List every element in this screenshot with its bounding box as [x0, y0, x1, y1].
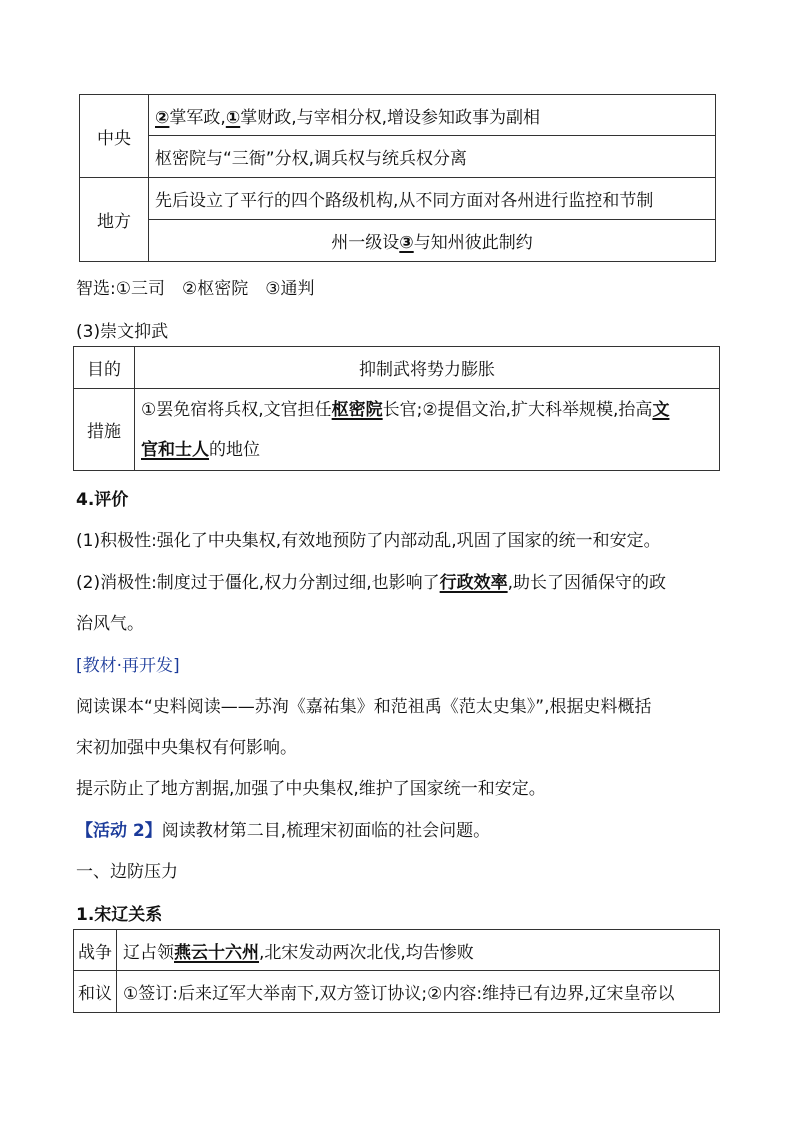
positive-evaluation: (1)积极性:强化了中央集权,有效地预防了内部动乱,巩固了国家的统一和安定。: [76, 531, 661, 551]
row-label-central: 中央: [80, 95, 149, 178]
war-cell: 辽占领燕云十六州,北宋发动两次北伐,均告惨败: [117, 930, 720, 971]
activity-tag: 【活动 2】: [76, 821, 162, 841]
read-prompt-1: 阅读课本“史料阅读——苏洵《嘉祐集》和范祖禹《范太史集》”,根据史料概括: [76, 697, 652, 717]
chongwen-table: [73, 346, 720, 471]
row-label-measures: 措施: [74, 389, 135, 471]
negative-evaluation-cont: 治风气。: [76, 614, 144, 634]
song-liao-table: [73, 929, 720, 1013]
measures-cell: ①罢免宿将兵权,文官担任枢密院长官;②提倡文治,扩大科举规模,抬高文 官和士人的地位: [135, 389, 720, 471]
row-label-peace: 和议: [74, 971, 117, 1013]
activity-2: 【活动 2】阅读教材第二目,梳理宋初面临的社会问题。: [76, 821, 491, 841]
row-label-war: 战争: [74, 930, 117, 971]
negative-evaluation: (2)消极性:制度过于僵化,权力分割过细,也影响了行政效率,助长了因循保守的政: [76, 573, 667, 593]
pingjia-heading: 4.评价: [76, 490, 129, 510]
peace-cell: ①签订:后来辽军大举南下,双方签订协议;②内容:维持已有边界,辽宋皇帝以: [117, 971, 720, 1013]
zhixuan-hint: 智选:①三司 ②枢密院 ③通判: [76, 279, 315, 299]
jiaocai-tag: [教材·再开发]: [76, 656, 180, 676]
song-liao-heading: 1.宋辽关系: [76, 905, 163, 925]
central-cell-2: 枢密院与“三衙”分权,调兵权与统兵权分离: [149, 136, 716, 178]
row-label-purpose: 目的: [74, 347, 135, 389]
section-heading-3: (3)崇文抑武: [76, 322, 169, 342]
central-cell-1: ②掌军政,①掌财政,与宰相分权,增设参知政事为副相: [149, 95, 716, 136]
read-prompt-2: 宋初加强中央集权有何影响。: [76, 738, 297, 758]
border-pressure-heading: 一、边防压力: [76, 862, 178, 882]
local-cell-2: 州一级设③与知州彼此制约: [149, 220, 716, 262]
central-local-table: [79, 94, 716, 262]
local-cell-1: 先后设立了平行的四个路级机构,从不同方面对各州进行监控和节制: [149, 178, 716, 220]
row-label-local: 地方: [80, 178, 149, 262]
tishi-answer: 提示防止了地方割据,加强了中央集权,维护了国家统一和安定。: [76, 779, 546, 799]
purpose-cell: 抑制武将势力膨胀: [135, 347, 720, 389]
